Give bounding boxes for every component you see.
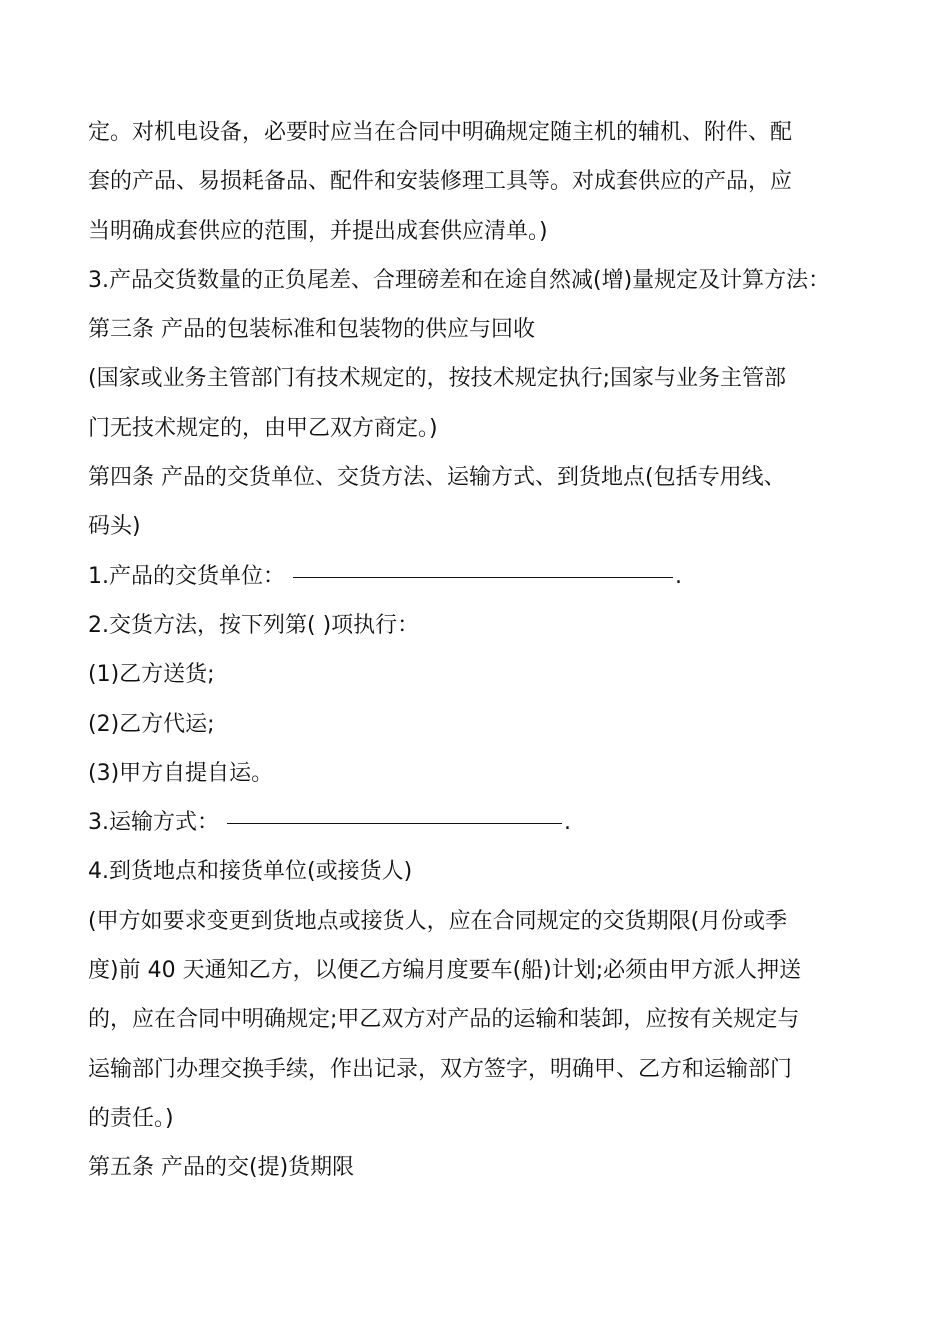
delivery-unit-line [88,552,888,601]
text-line: 码头) [88,514,141,540]
text-line: 度)前 40 天通知乙方，以便乙方编月度要车(船)计划;必须由甲方派人押送 [88,958,802,984]
contract-page [88,108,888,1193]
text-line: 当明确成套供应的范围，并提出成套供应清单。) [88,218,548,244]
list-item: (2)乙方代运; [88,711,215,737]
section-heading: 第三条 产品的包装标准和包装物的供应与回收 [88,317,535,343]
text-line: (甲方如要求变更到货地点或接货人，应在合同规定的交货期限(月份或季 [88,908,788,934]
delivery-unit-label: 1.产品的交货单位： [88,563,285,589]
text-line: 定。对机电设备，必要时应当在合同中明确规定随主机的辅机、附件、配 [88,120,793,145]
text-line: 运输部门办理交换手续，作出记录，双方签字，明确甲、乙方和运输部门 [88,1056,793,1082]
text-line: 2.交货方法，按下列第( )项执行： [88,612,420,638]
list-item: (1)乙方送货; [88,662,215,688]
text-line: (国家或业务主管部门有技术规定的，按技术规定执行;国家与业务主管部 [88,366,786,392]
text-line: 套的产品、易损耗备品、配件和安装修理工具等。对成套供应的产品，应 [88,169,793,195]
list-item: (3)甲方自提自运。 [88,760,274,786]
transport-method-blank[interactable] [227,823,562,824]
blank-end-mark: . [675,563,682,589]
section-heading: 第五条 产品的交(提)货期限 [88,1155,355,1181]
text-line: 4.到货地点和接货单位(或接货人) [88,859,413,885]
text-line: 门无技术规定的，由甲乙双方商定。) [88,415,438,441]
text-line: 3.产品交货数量的正负尾差、合理磅差和在途自然减(增)量规定及计算方法： [88,267,831,293]
section-heading: 第四条 产品的交货单位、交货方法、运输方式、到货地点(包括专用线、 [88,465,786,491]
blank-end-mark: . [564,810,571,836]
text-line: 的责任。) [88,1105,174,1131]
transport-method-line [88,798,888,847]
transport-method-label: 3.运输方式： [88,810,219,836]
text-line: 的，应在合同中明确规定;甲乙双方对产品的运输和装卸，应按有关规定与 [88,1007,800,1033]
delivery-unit-blank[interactable] [293,577,673,578]
